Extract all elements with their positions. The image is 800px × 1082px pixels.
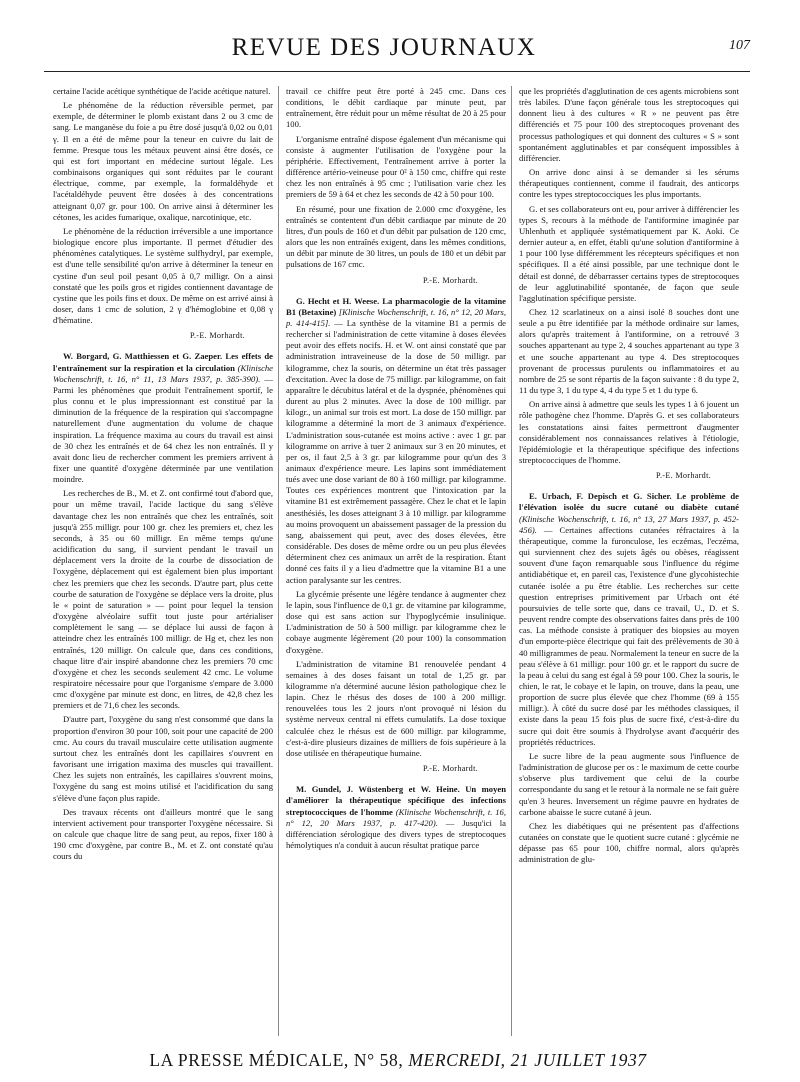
footer-issue: N° 58, — [353, 1050, 404, 1070]
article-authors: M. Gundel, J. Wüstenberg et W. Heine. — [296, 784, 460, 795]
article-title: Le problème de l'élévation isolée du sucre cutané ou diabète cutané — [519, 491, 739, 513]
running-footer — [53, 1050, 743, 1071]
page-number: 107 — [729, 38, 750, 53]
paragraph: que les propriétés d'agglutination de ces agents microbiens sont très labiles. D'une façon générale tous les streptocoques qui donnent lieu à des cultures « R » ne peuvent pas être différenciés et 75 pour 100 des streptocoques provenant des processus pathologiques et qui donnent des cultures « S » sont spontanément agglutinables et par conséquent impossibles à différencier. — [519, 86, 739, 163]
article-heading — [286, 296, 506, 586]
paragraph: Chez les diabétiques qui ne présentent pas d'affections cutanées on constate que le quotient sucre cutané : glycémie ne dépasse pas 65 pour 100, chiffre normal, alors qu'après administration de glu- — [519, 820, 739, 865]
author-signature: P.-E. Morhardt. — [190, 331, 245, 341]
article-text: — Jusqu'ici la différenciation sérologique des divers types de streptocoques hémolytiques n'a conduit à aucun résultat pratique parce — [286, 817, 507, 850]
paragraph: G. et ses collaborateurs ont eu, pour arriver à différencier les types S, recours à la méthode de l'antiformine imaginée par Uhlenhuth et appliquée systématiquement par K. Aoki. Ce dernier auteur a, en effet, établi qu'une solution d'antiformine à 1 pour 100 lyse différemment les récepteurs spécifiques et non spécifiques. Il a été ainsi possible, par une technique dont le détail est donné, de débarrasser certains types de streptocoques de leur agglutinabilité spontanée, de façon que seule l'agglutination spécifique persiste. — [519, 203, 739, 303]
paragraph: certaine l'acide acétique synthétique de l'acide acétique naturel. — [53, 86, 271, 96]
article-reference: (Klinische Wochenschrift, t. 16, n° 13, 27 Mars 1937, p. 452-456). — [519, 513, 739, 535]
article-reference: [Klinische Wochenschrift, t. 16, n° 12, 20 Mars, p. 414-415]. — [286, 306, 506, 328]
column-2 — [286, 86, 506, 854]
paragraph: D'autre part, l'oxygène du sang n'est consommé que dans la proportion d'environ 30 pour 100, soit pour une capacité de 200 cmc. Au cours du travail musculaire cette utilisation augmente surtout chez les entraînés dont les capillaires s'ouvrent en favorisant une irrigation maxima des muscles qui travaillent. Chez les sujets non entraînés, les capillaires s'ouvrent moins, l'oxygène du sang est moins utilisé et l'acidification du sang s'élève d'une façon plus rapide. — [53, 714, 273, 803]
article-text: — Parmi les phénomènes que produit l'entraînement sportif, le plus connu et le plus impressionnant est constitué par la diminution de la fréquence de la respiration qui s'accompagne naturellement d'une augmentation du volume de chaque inspiration. La fréquence maxima au cours du travail est ainsi de 30 chez les entraînés et de 64 chez les non entraînés. Il y avait donc lieu de rechercher comment les premiers arrivent à fixer une quantité d'oxygène déterminée par une ventilation moindre. — [53, 373, 274, 485]
article-authors: W. Borgard, G. Matthiessen et G. Zaeper. — [63, 351, 223, 362]
header-rule — [44, 71, 750, 72]
footer-journal: LA PRESSE MÉDICALE, — [149, 1050, 349, 1070]
article-text: — Certaines affections cutanées réfractaires à la thérapeutique, comme la furonculose, les eczémas, l'eczéma, qui surviennent chez des sujets âgés ou obèses, réagissent souvent d'une façon remarquable sous l'influence du régime antidiabétique et, en pareil cas, l'existence d'une glycohistechie cutanée isolée a pu être établie. Les recherches sur cette question entreprises primitivement par Urbach ont été poursuivies de telle sorte que, dans ce travail, U., D. et S. peuvent rendre compte des observations faites dans près de 100 cas. La méthode consiste à pratiquer des biopsies au moyen d'un emporte-pièce électrique qui fait des prélèvements de 30 à 40 milligrammes de peau. Normalement la teneur en sucre de la peau s'élève à 61 milligr. pour 100 gr. et le rapport du sucre de la peau à celui du sang est égal à 59 pour 100. Chez la souris, le chien, le rat, le cobaye et le lapin, on trouve, dans la peau, une proportion de sucre plus élevée que chez l'homme (69 à 155 milligr.). À côté du sucre dosé par les méthodes classiques, il existe dans la peau 15 fois plus de sucre fixé, c'est-à-dire du sucre qui doit être soumis à l'hydrolyse avant d'acquérir des propriétés réductrices. — [519, 524, 739, 747]
article-reference: (Klinische Wochenschrift, t. 16, n° 12, 20 Mars 1937, p. 417-420). — [286, 806, 506, 828]
column-divider — [278, 86, 279, 1036]
article-authors: G. Hecht et H. Weese. — [296, 295, 380, 306]
article-reference: (Klinische Wochenschrift, t. 16, n° 11, 13 Mars 1937, p. 385-390). — [53, 362, 273, 384]
journal-section-title: REVUE DES JOURNAUX — [231, 34, 537, 61]
paragraph: L'administration de vitamine B1 renouvelée pendant 4 semaines à des doses faisant un total de 1,25 gr. par kilogramme n'a déterminé aucune lésion pathologique chez le lapin. Chez le rhésus des doses de 100 à 200 milligr. renouvelées tous les 2 jours n'ont provoqué ni lésion du système nerveux central ni effets cumulatifs. La dose toxique calculée chez le rhésus est de 600 milligr. par kilogramme, c'est-à-dire plusieurs dizaines de milliers de fois supérieure à la dose utilisée en thérapeutique humaine. — [286, 658, 506, 758]
column-3 — [519, 86, 739, 868]
article-title: La pharmacologie de la vitamine B1 (Betaxine) — [286, 295, 506, 317]
running-header — [44, 30, 750, 72]
paragraph: Le sucre libre de la peau augmente sous l'influence de l'administration de glucose per os : le maximum de cette courbe s'observe plus tardivement que celui de la courbe correspondante du sang et le retour à la normale ne se fait guère qu'en 3 heures. Inversement un régime pauvre en hydrates de carbone abaisse le sucre cutané à jeun. — [519, 750, 739, 817]
article-title: Un moyen d'améliorer la thérapeutique spécifique des infections streptococciques de l'homme — [286, 784, 506, 817]
paragraph: Chez 12 scarlatineux on a ainsi isolé 8 souches dont une seule a pu être identifiée par la méthode ordinaire sur lames, alors qu'après traitement à l'antiformine, on a retrouvé 3 souches appartenant au type 2, 4 souches appartenant au type 3 et une souche appartenant au type 4. Des streptocoques provenant de processus purulents ou inflammatoires et au nombre de 25 se sont répartis de la façon suivante : 8 du type 2, 11 du type 3, 1 du type 4, 4 du type 5 et 1 du type 6. — [519, 306, 739, 396]
column-1 — [53, 86, 273, 865]
article-authors: E. Urbach, F. Depisch et G. Sicher. — [529, 491, 672, 502]
paragraph: Le phénomène de la réduction irréversible a une importance biologique encore plus importante. Il permet d'étudier des phénomènes catalytiques. Le système sulfhydryl, par exemple, est d'une telle sensibilité qu'on arrive à déterminer la teneur en cystine d'un seul poil pesant 0,05 à 0,7 milligr. On a ainsi constaté que les poils gros et rigides contiennent davantage de cystine que les poils fins et doux. De même on est arrivé ainsi à doser, dans 1 cmc de solution, 2 γ d'hémoglobine et 0,08 γ d'hématine. — [53, 225, 273, 326]
column-divider — [511, 86, 512, 1036]
paragraph: Le phénomène de la réduction réversible permet, par exemple, de déterminer le plomb existant dans 2 ou 3 cmc de sang. Le manganèse du foie a pu être dosé jusqu'à 0,02 ou 0,01 γ. Il en a été de même pour la teneur en cuivre du lait de femme. Presque tous les métaux peuvent ainsi être dosés, ce qui est fort important en médecine surtout légale. Les combinaisons organiques qui sont réduites par le courant électrique, comme, par exemple, la formaldéhyde et l'acétaldéhyde peuvent être dosées à des concentrations atteignant 0,07 gr. pour 100. On arrive ainsi à déterminer les cétones, les acides fumarique, oxalique, narcotinique, etc. — [53, 100, 273, 222]
paragraph: Les recherches de B., M. et Z. ont confirmé tout d'abord que, pour un même travail, l'acide lactique du sang s'élève davantage chez les non entraînés que chez les entraînés, soit jusqu'à 255 milligr. pour 100 gr. chez les premiers et, chez les seconds, à 35 ou 60 milligr. En même temps qu'une acidification du sang, il survient pendant le travail un déplacement vers la droite de la courbe de dissociation de l'oxygène, déplacement qui est également bien plus important chez les premiers que chez les seconds. D'autre part, plus cette courbe de saturation de l'oxygène se déplace vers la droite, plus le « point de saturation » — point pour lequel la tension d'oxygène alvéolaire suffit tout juste pour artérialiser complètement le sang — se déplace lui aussi de façon à atteindre chez les entraînés 100 milligr. de Hg et, chez les non entraînés, 120 milligr. On calcule que, dans ces conditions, chaque litre d'air inspiré abandonne chez les premiers 70 cmc d'oxygène et chez les seconds seulement 42 cmc. Le volume respiratoire nécessaire pour que l'organisme s'empare de 3.000 cmc d'oxygène par minute est donc, en litres, de 42,8 chez les premiers et de 71,6 chez les seconds. — [53, 488, 273, 711]
article-text: — La synthèse de la vitamine B1 a permis de rechercher si l'administration de cette vitamine à doses élevées peut avoir des effets nocifs. H. et W. ont ainsi constaté que par administration intraveineuse de la dose de 50 milligr. par kilogramme, chez la souris, on détermine un état très passager d'excitation. Avec la dose de 75 milligr. par kilogramme, on fait apparaître le décubitus latéral et de la dyspnée, phénomènes qui durent au plus 2 minutes. Avec la dose de 100 milligr. par kilogr., un animal sur trois est mort. La dose de 150 milligr. par kilogramme a déterminé la mort de 3 animaux d'expérience. L'administration sous-cutanée est moins active : avec 1 gr. par kilogramme on arrive à tuer 2 animaux sur 3 en 20 minutes, et per os, il faut 2,5 à 3 gr. par kilogramme pour qu'un des 3 animaux d'expérience meure. Les lapins sont immédiatement tués avec une dose variant de 80 à 160 milligr. par kilogramme. Toutes ces expériences montrent que l'intoxication par la vitamine B1 est extrêmement passagère. Chez le chat et le lapin anesthésiés, les doses atteignant 3 à 10 milligr. par kilogramme au moins provoquent un abaissement passager de la pression du sang, abaissement qui peut, avec des doses élevées, être considérable. Des doses de même ordre ou un peu plus élevées déterminent chez ces animaux un arrêt de la respiration. Étant donné ces faits il y a lieu d'admettre que la vitamine B1 a une action paralysante sur les centres. — [286, 317, 506, 585]
author-signature: P.-E. Morhardt. — [423, 275, 478, 285]
paragraph: L'organisme entraîné dispose également d'un mécanisme qui consiste à augmenter l'utilisation de l'oxygène pour la périphérie. Effectivement, l'entraînement arrive à porter la différence artério-veineuse pour 0² à 150 cmc, chiffre qui reste chez les non entraînés à 95 cmc ; l'utilisation varie chez les premiers de 59 à 64 et chez les seconds de 42 à 50 pour 100. — [286, 133, 506, 200]
paragraph: On arrive donc ainsi à se demander si les sérums thérapeutiques contiennent, comme il faudrait, des anticorps contre les types streptococciques les plus importants. — [519, 167, 739, 200]
article-heading — [519, 491, 739, 748]
paragraph: Des travaux récents ont d'ailleurs montré que le sang intervient activement pour transporter l'oxygène nécessaire. Si on calcule que chaque litre de sang peut, au repos, fixer 180 à 190 cmc d'oxygène, par contre B., M. et Z. ont constaté qu'au cours du — [53, 806, 273, 862]
paragraph: On arrive ainsi à admettre que seuls les types 1 à 6 jouent un rôle pathogène chez l'homme. D'après G. et ses collaborateurs les constatations ainsi faites permettront d'augmenter considérablement nos connaissances relatives à l'étiologie, l'épidémiologie et la thérapeutique spécifique des infections streptococciques de l'homme. — [519, 399, 739, 465]
article-title: Les effets de l'entraînement sur la respiration et la circulation — [53, 351, 273, 373]
article-heading — [286, 784, 506, 851]
paragraph: travail ce chiffre peut être porté à 245 cmc. Dans ces conditions, le débit cardiaque par minute peut, par entraînement, être réduit pour un même résultat de 20 à 25 pour 100. — [286, 86, 506, 130]
footer-date: MERCREDI, 21 JUILLET 1937 — [408, 1050, 647, 1070]
author-signature: P.-E. Morhardt. — [656, 471, 711, 481]
paragraph: En résumé, pour une fixation de 2.000 cmc d'oxygène, les entraînés se contentent d'un débit cardiaque par minute de 20 litres, d'un pouls de 160 et d'un débit par pulsation de 120 cmc, alors que les non entraînés exigent, dans les mêmes conditions, un débit par minute de 30 litres, un pouls de 180 et un débit par pulsations de 167 cmc. — [286, 203, 506, 270]
author-signature: P.-E. Morhardt. — [423, 764, 478, 774]
article-heading — [53, 351, 273, 485]
paragraph: La glycémie présente une légère tendance à augmenter chez le lapin, sous l'influence de 0,1 gr. de vitamine par kilogramme, dose qui est sans action sur l'hypoglycémie insulinique. L'administration de 50 à 500 milligr. par kilogramme chez le cobaye augmente légèrement (20 pour 100) la consommation d'oxygène. — [286, 588, 506, 655]
